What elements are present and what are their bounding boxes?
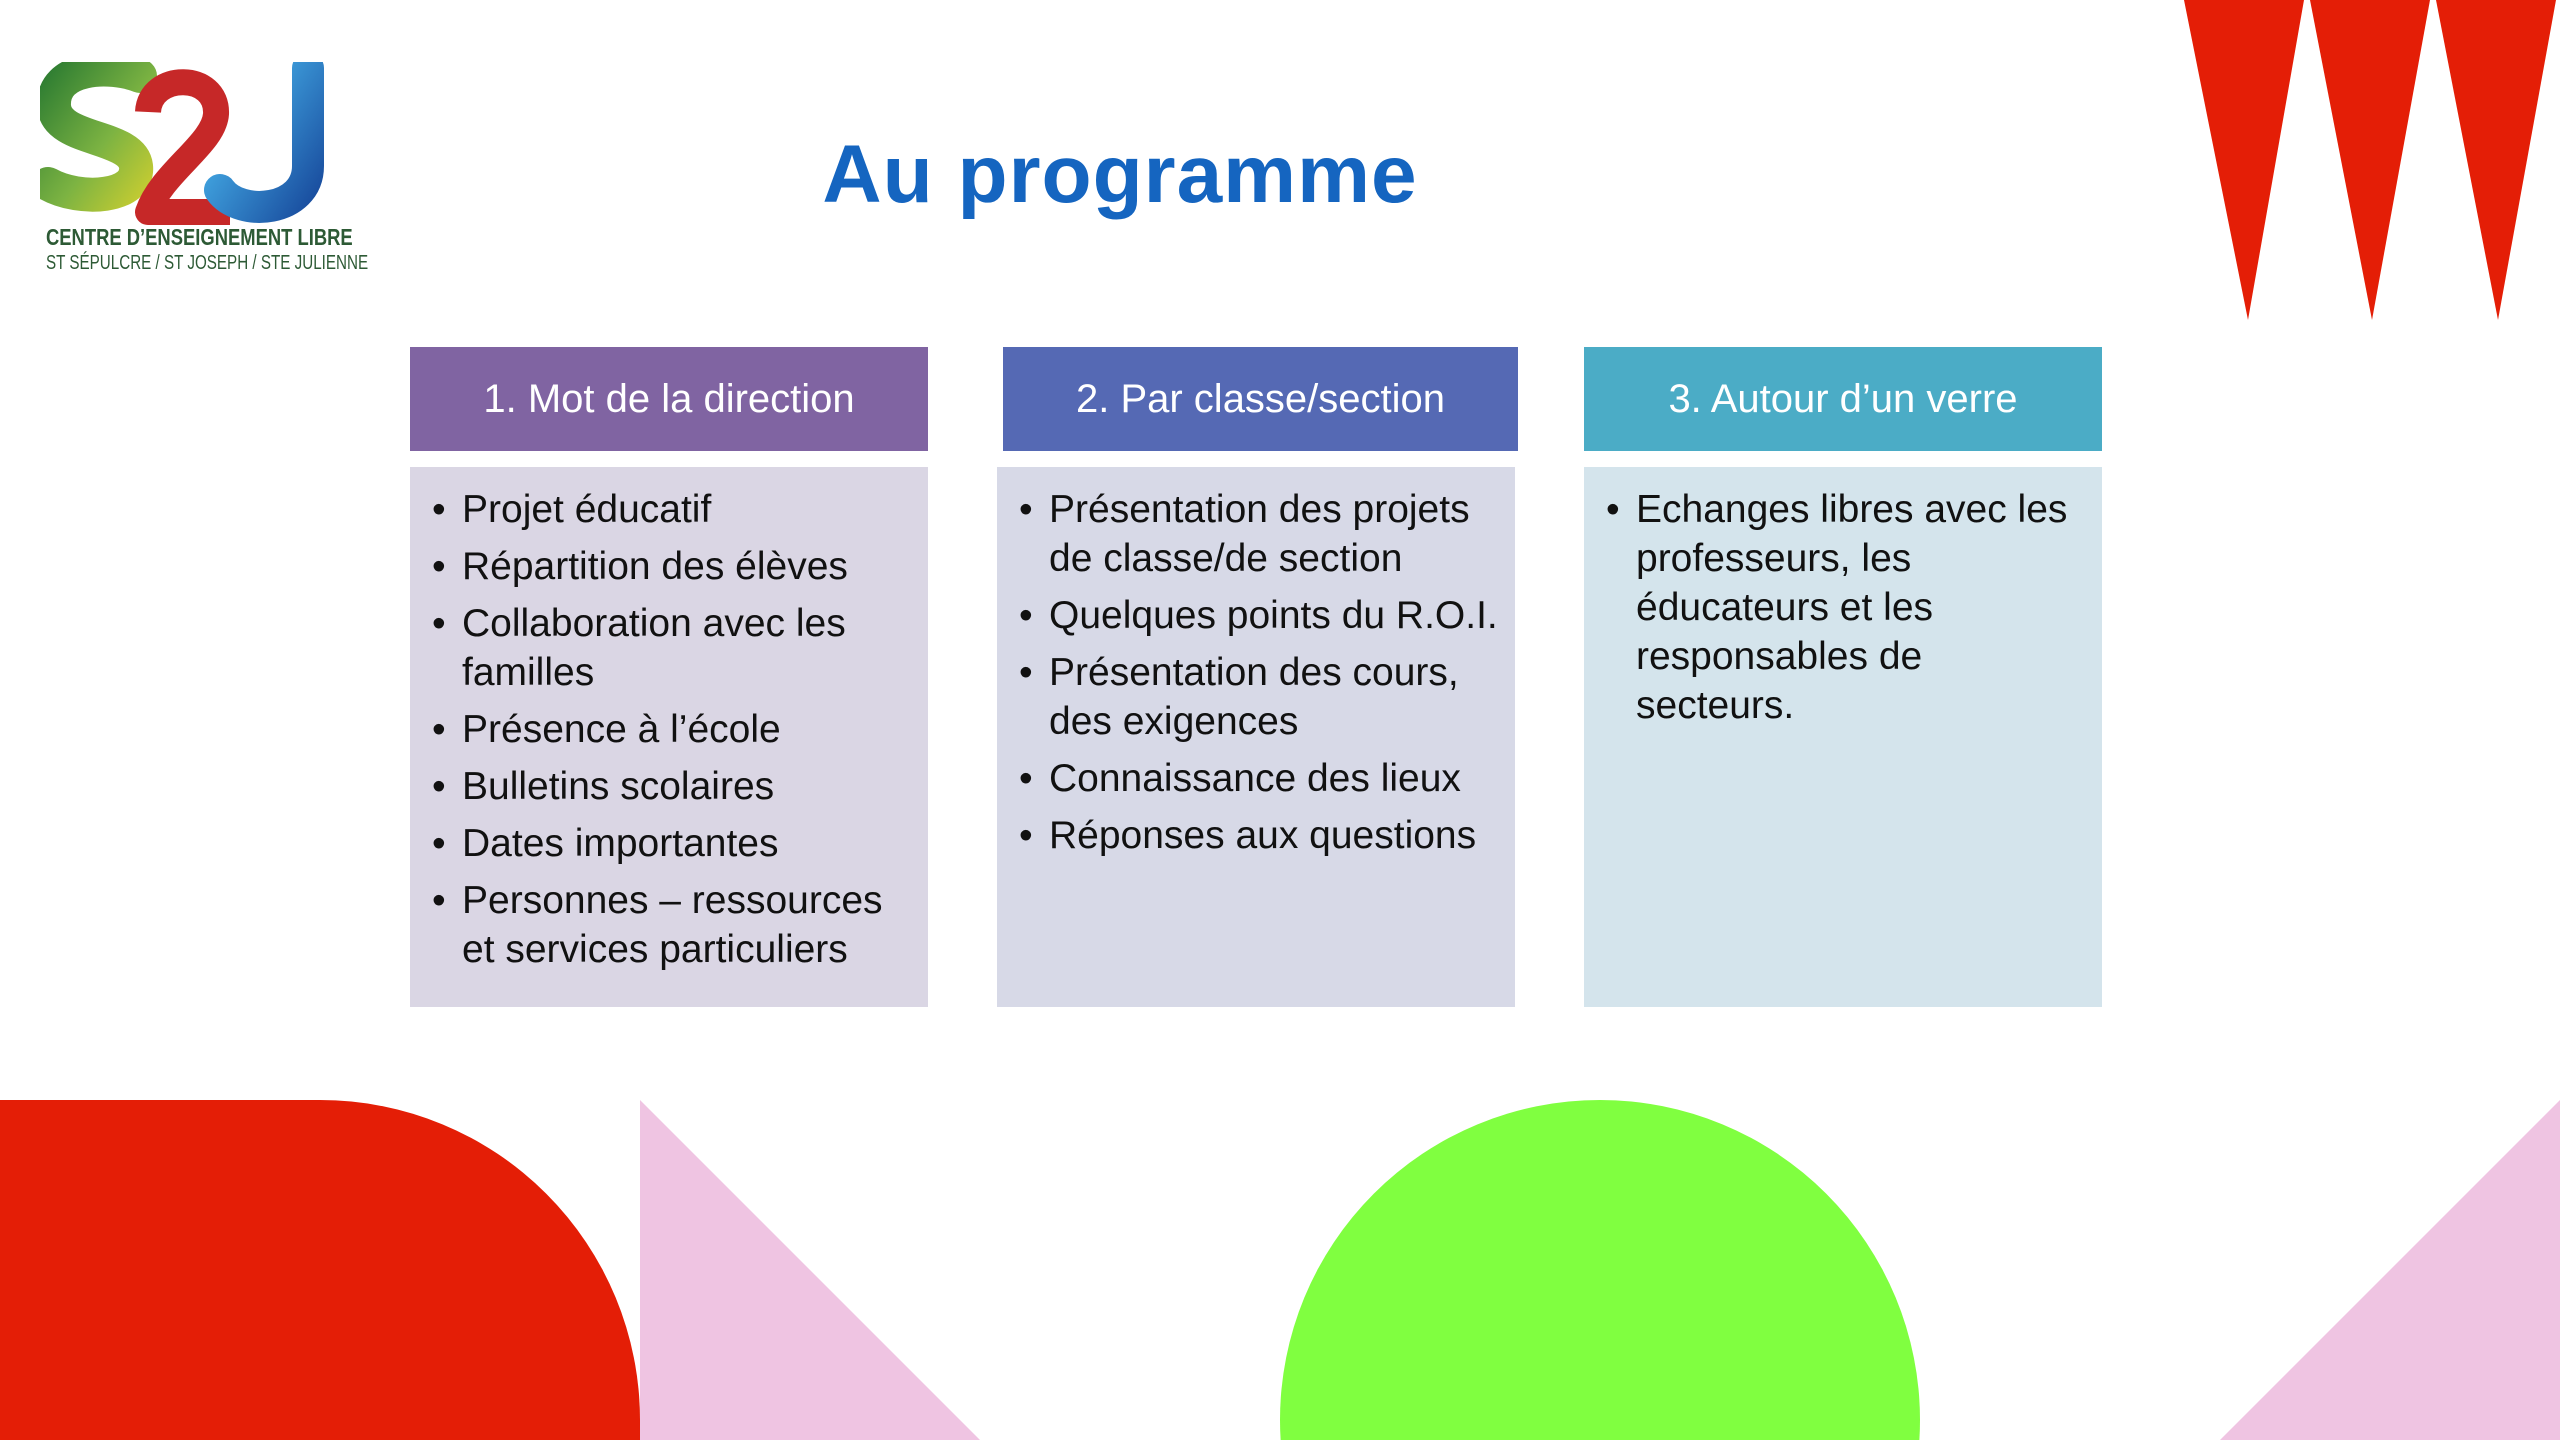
list-item: • Echanges libres avec les professeurs, les éducateurs et les responsables de secteurs. [1606, 485, 2086, 730]
red-triangle-3 [2436, 0, 2556, 320]
school-logo [40, 62, 369, 282]
red-triangle-1 [2184, 0, 2304, 320]
list-item: • Quelques points du R.O.I. [1019, 591, 1499, 640]
s2j-logo-mark [40, 62, 340, 232]
column-header: 3. Autour d’un verre [1584, 347, 2102, 451]
list-item: • Présence à l’école [432, 705, 912, 754]
logo-subtitle: CENTRE D’ENSEIGNEMENT LIBRE [46, 224, 353, 250]
logo-schools: ST SÉPULCRE / ST JOSEPH / STE JULIENNE [46, 252, 369, 274]
list-item: • Connaissance des lieux [1019, 754, 1499, 803]
pink-triangle-right [2220, 1100, 2560, 1440]
pink-triangle-left [640, 1100, 980, 1440]
list-item: • Collaboration avec les familles [432, 599, 912, 697]
column-par-classe [1000, 347, 1518, 857]
page-title: Au programme [822, 129, 1418, 220]
bullet-list [1606, 485, 2086, 730]
list-item: • Présentation des projets de classe/de section [1019, 485, 1499, 583]
column-autour-verre [1584, 347, 2102, 727]
list-item: • Répartition des élèves [432, 542, 912, 591]
column-body [997, 467, 1515, 1007]
bottom-shapes-decoration [0, 1080, 2560, 1440]
list-item: • Réponses aux questions [1019, 811, 1499, 860]
list-item: • Projet éducatif [432, 485, 912, 534]
column-body [410, 467, 928, 1007]
list-item: • Bulletins scolaires [432, 762, 912, 811]
list-item: • Dates importantes [432, 819, 912, 868]
green-circle-shape [1280, 1100, 1920, 1440]
red-triangle-2 [2310, 0, 2430, 320]
bullet-list [432, 485, 912, 974]
list-item: • Personnes – ressources et services particuliers [432, 876, 912, 974]
column-body [1584, 467, 2102, 1007]
bullet-list [1019, 485, 1499, 860]
red-half-circle-shape [0, 1100, 640, 1440]
column-direction [410, 347, 928, 971]
column-header: 2. Par classe/section [1003, 347, 1518, 451]
list-item: • Présentation des cours, des exigences [1019, 648, 1499, 746]
column-header: 1. Mot de la direction [410, 347, 928, 451]
red-triangles-decoration [2180, 0, 2560, 330]
